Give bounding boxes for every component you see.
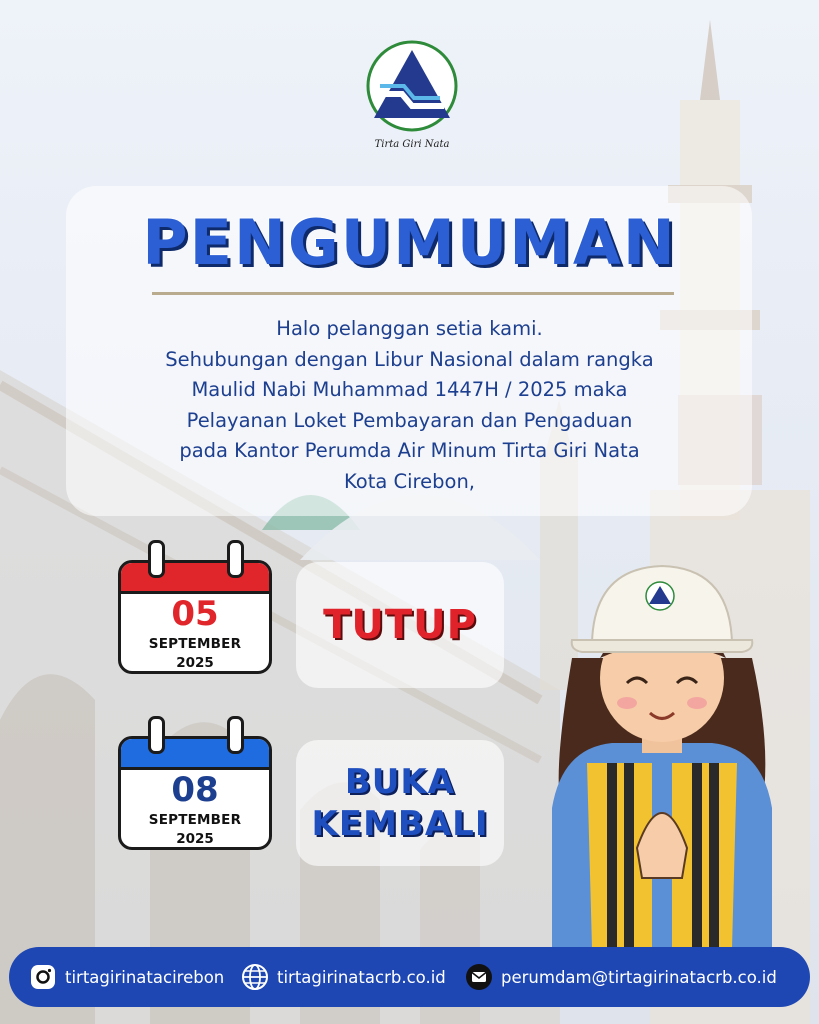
calendar-reopen [118, 716, 274, 850]
calendar-header [121, 739, 269, 770]
calendar-header [121, 563, 269, 594]
calendar-ring-icon [148, 540, 165, 578]
calendar-year: 2025 [176, 831, 214, 847]
footer-bar [9, 947, 810, 1007]
logo [364, 38, 460, 150]
calendar-day: 08 [171, 770, 219, 810]
footer-instagram[interactable] [29, 947, 224, 1007]
calendar-year: 2025 [176, 655, 214, 671]
website-url: tirtagirinatacrb.co.id [277, 967, 446, 987]
tirta-giri-nata-logo-icon [364, 38, 460, 134]
announcement-line: pada Kantor Perumda Air Minum Tirta Giri Nata [179, 439, 640, 462]
status-reopen [296, 740, 504, 866]
status-reopen-line: KEMBALI [311, 804, 489, 844]
announcement-line: Kota Cirebon, [343, 469, 476, 493]
title-divider [152, 292, 674, 295]
footer-email[interactable] [465, 947, 777, 1007]
announcement-line: Pelayanan Loket Pembayaran dan Pengaduan [186, 408, 633, 432]
announcement-line: Maulid Nabi Muhammad 1447H / 2025 maka [191, 378, 628, 401]
announcement-line: Halo pelanggan setia kami. [276, 317, 543, 340]
calendar-ring-icon [227, 716, 244, 754]
calendar-month: SEPTEMBER [148, 812, 242, 828]
email-address: perumdam@tirtagirinatacrb.co.id [501, 967, 777, 987]
mail-icon [465, 963, 493, 991]
calendar-closed [118, 540, 274, 674]
calendar-ring-icon [227, 540, 244, 578]
footer-website[interactable] [241, 947, 446, 1007]
announcement-text [100, 314, 719, 497]
status-reopen-line: BUKA [344, 762, 456, 802]
instagram-icon [29, 963, 57, 991]
worker-girl-illustration [532, 548, 792, 948]
globe-icon [241, 963, 269, 991]
calendar-ring-icon [148, 716, 165, 754]
status-closed: TUTUP [296, 562, 504, 688]
logo-name: Tirta Giri Nata [374, 139, 450, 150]
page-title: PENGUMUMAN [142, 206, 677, 279]
announcement-line: Sehubungan dengan Libur Nasional dalam rangka [165, 347, 654, 371]
calendar-day: 05 [171, 594, 219, 634]
calendar-month: SEPTEMBER [148, 636, 242, 652]
instagram-handle: tirtagirinatacirebon [65, 967, 225, 987]
